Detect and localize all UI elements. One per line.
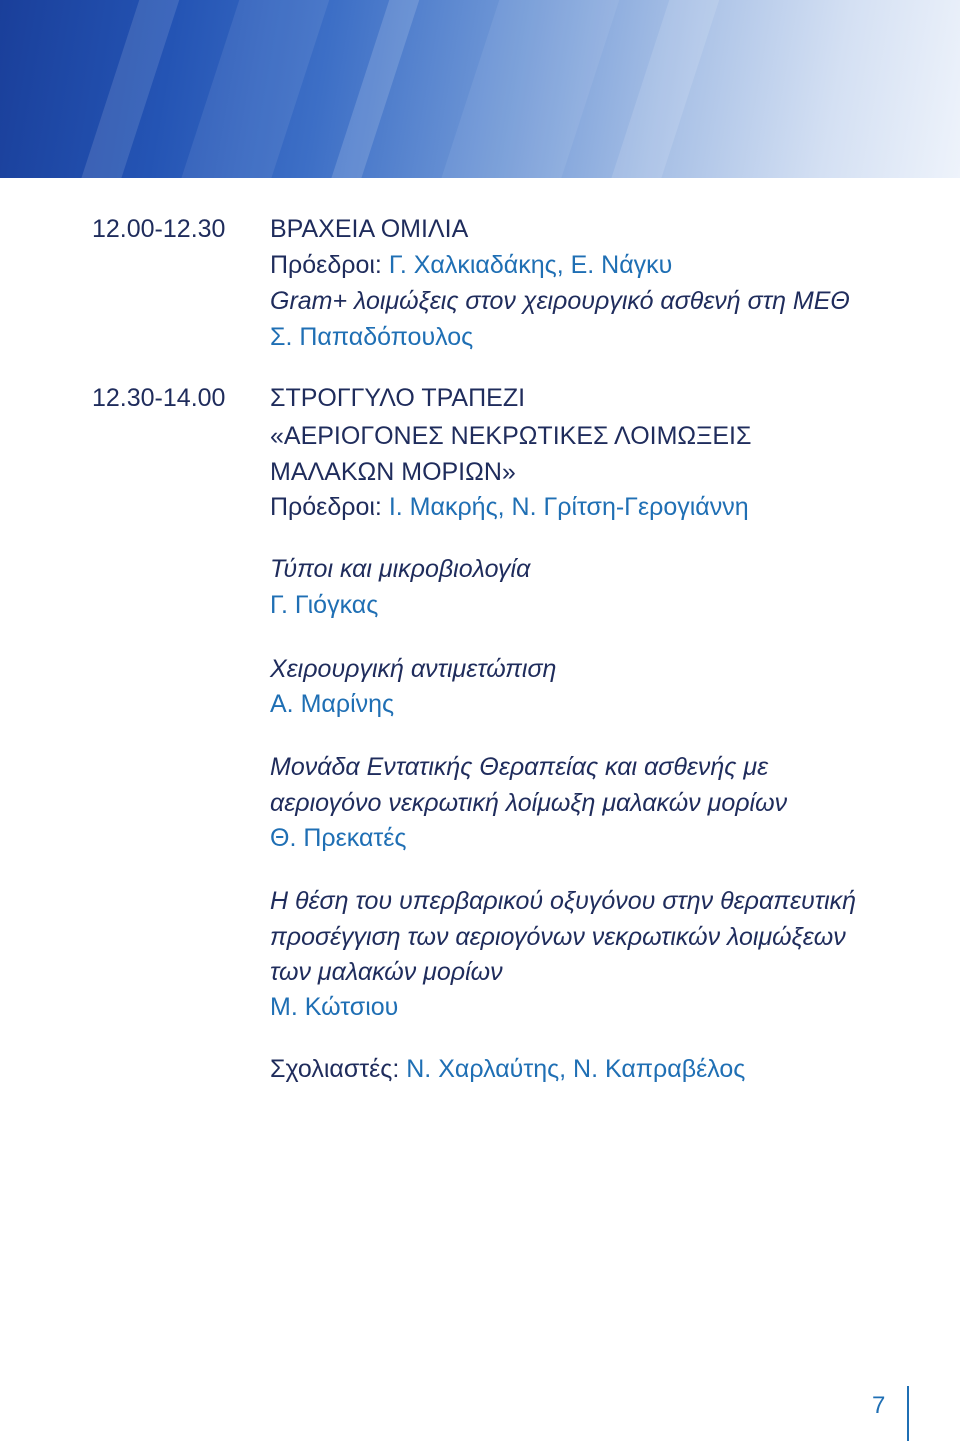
chairs-names: Γ. Χαλκιαδάκης, Ε. Νάγκυ bbox=[388, 251, 673, 279]
banner-streak bbox=[428, 0, 632, 178]
talk-2-speaker: Α. Μαρίνης bbox=[270, 690, 395, 718]
commentators-label: Σχολιαστές: bbox=[270, 1055, 400, 1083]
session-2-title-line1: ΣΤΡΟΓΓΥΛΟ ΤΡΑΠΕΖΙ bbox=[270, 384, 526, 412]
talk-3-title-line2: αεριογόνο νεκρωτική λοίμωξη μαλακών μορίων bbox=[270, 789, 788, 817]
banner-streak bbox=[318, 0, 432, 178]
talk-4-speaker: Μ. Κώτσιου bbox=[270, 993, 399, 1021]
page-number-rule bbox=[907, 1386, 909, 1441]
talk-1-title: Τύποι και μικροβιολογία bbox=[270, 555, 531, 583]
session-1-title: ΒΡΑΧΕΙΑ ΟΜΙΛΙΑ bbox=[270, 215, 469, 243]
session-2-chairs bbox=[270, 490, 749, 524]
talk-2-title: Χειρουργική αντιμετώπιση bbox=[270, 655, 557, 683]
header-banner bbox=[0, 0, 960, 178]
talk-3-speaker: Θ. Πρεκατές bbox=[270, 824, 407, 852]
talk-4-title-line3: των μαλακών μορίων bbox=[270, 958, 503, 986]
banner-streak bbox=[68, 0, 192, 178]
session-2-title-line3: ΜΑΛΑΚΩΝ ΜΟΡΙΩΝ» bbox=[270, 458, 516, 486]
chairs-names: Ι. Μακρής, Ν. Γρίτση-Γερογιάννη bbox=[388, 493, 749, 521]
session-1-speaker: Σ. Παπαδόπουλος bbox=[270, 323, 474, 351]
commentators-names: Ν. Χαρλαύτης, Ν. Καπραβέλος bbox=[406, 1055, 746, 1083]
commentators bbox=[270, 1052, 745, 1086]
session-2-time: 12.30-14.00 bbox=[92, 384, 226, 412]
banner-streak bbox=[168, 0, 342, 178]
session-1-time: 12.00-12.30 bbox=[92, 215, 226, 243]
session-2-title-line2: «ΑΕΡΙΟΓΟΝΕΣ ΝΕΚΡΩΤΙΚΕΣ ΛΟΙΜΩΞΕΙΣ bbox=[270, 422, 752, 450]
talk-4-title-line1: Η θέση του υπερβαρικού οξυγόνου στην θεραπευτική bbox=[270, 887, 856, 915]
banner-streak bbox=[598, 0, 732, 178]
session-1-talk-title: Gram+ λοιμώξεις στον χειρουργικό ασθενή στη ΜΕΘ bbox=[270, 287, 850, 315]
talk-3-title-line1: Μονάδα Εντατικής Θεραπείας και ασθενής με bbox=[270, 753, 769, 781]
chairs-label: Πρόεδροι: bbox=[270, 493, 382, 521]
session-1-chairs bbox=[270, 248, 672, 282]
page-number: 7 bbox=[872, 1392, 886, 1419]
chairs-label: Πρόεδροι: bbox=[270, 251, 382, 279]
talk-4-title-line2: προσέγγιση των αεριογόνων νεκρωτικών λοιμώξεων bbox=[270, 923, 846, 951]
talk-1-speaker: Γ. Γιόγκας bbox=[270, 591, 379, 619]
